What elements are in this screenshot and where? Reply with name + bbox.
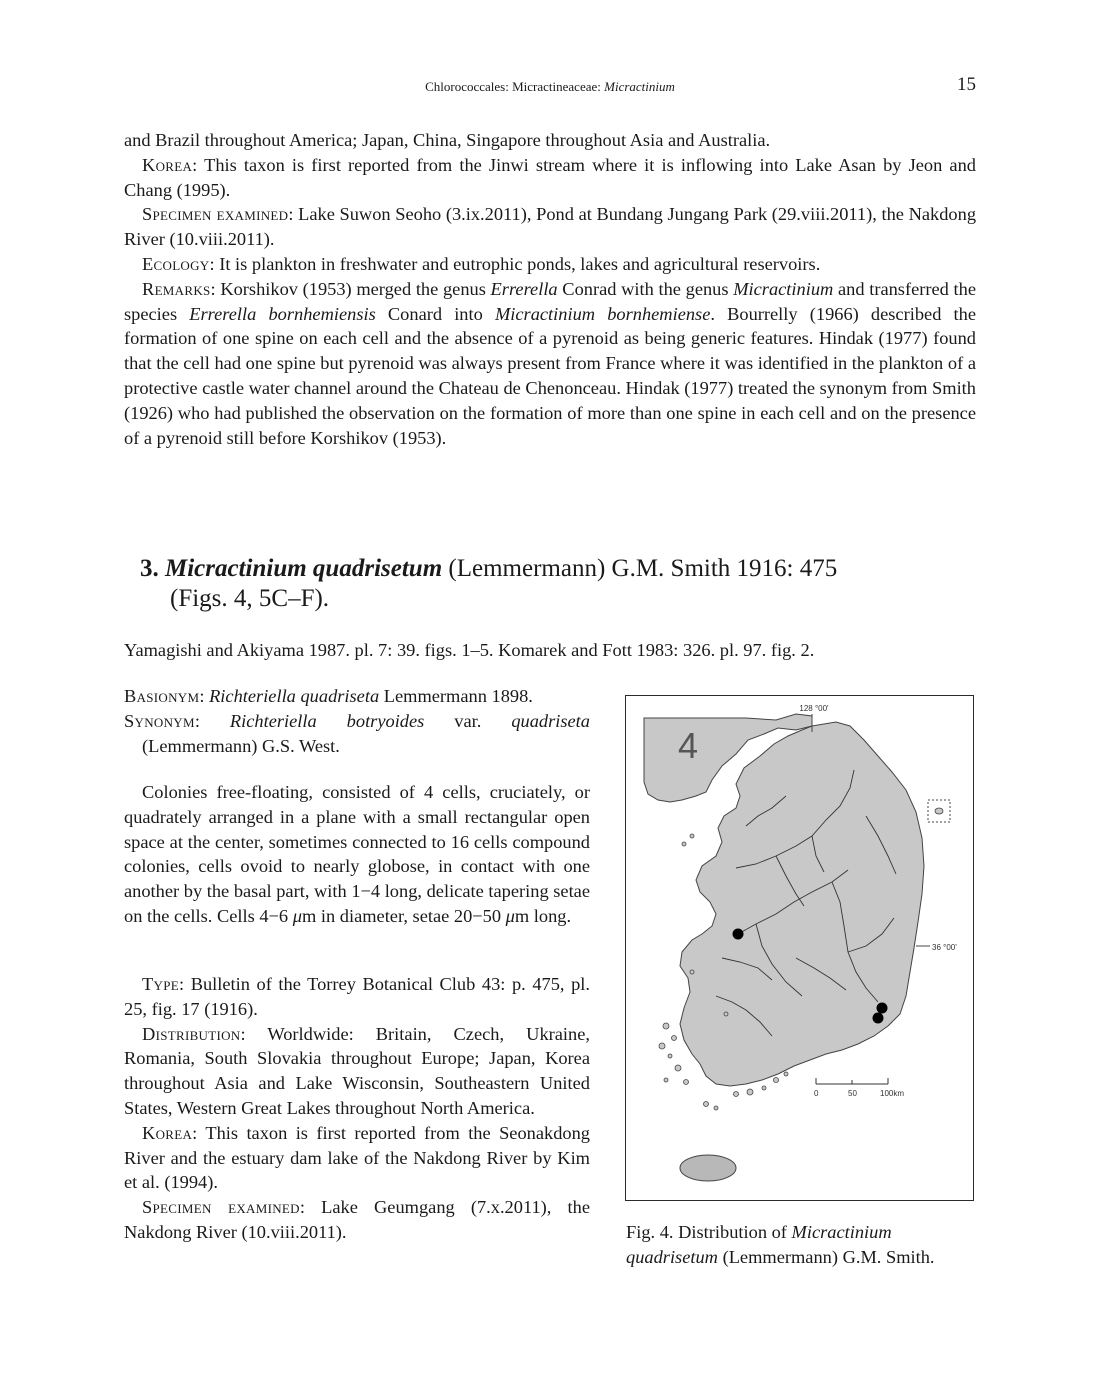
scale-label-100: 100km <box>880 1089 905 1098</box>
specimen-label: Specimen examined <box>142 204 289 225</box>
occurrence-point <box>873 1013 884 1024</box>
type-paragraph <box>124 972 590 1022</box>
running-title-text: Chlorococcales: Micractineaceae: <box>425 79 605 94</box>
map-jeju-island <box>680 1155 736 1181</box>
mu-symbol: μ <box>505 905 515 926</box>
specimen-text: : Lake Geumgang (7.x.2011), the Nakdong River (10.viii.2011). <box>124 1197 590 1242</box>
species-heading <box>140 554 900 614</box>
occurrence-point <box>733 929 744 940</box>
running-title-genus: Micractinium <box>604 79 675 94</box>
type-label: Type <box>142 974 179 994</box>
distribution-text: : Worldwide: Britain, Czech, Ukraine, Romania, South Slovakia throughout Europe; Japan, Korea throughout Asia and Lake Wisconsin, Southeastern United States, Western Great Lakes throughout North America. <box>124 1023 590 1118</box>
map-panel-number: 4 <box>678 725 699 766</box>
map-ulleung-island <box>935 808 943 814</box>
basionym-label: Basionym <box>124 686 200 706</box>
remarks-text: and transferred the species <box>124 278 976 324</box>
basionym-authority: Lemmermann 1898. <box>379 686 533 706</box>
korea-label: Korea <box>142 154 193 175</box>
description-block <box>124 780 590 929</box>
korea-paragraph <box>124 153 976 203</box>
nomenclature-block <box>124 684 590 758</box>
scale-label-50: 50 <box>848 1089 857 1098</box>
previous-species-text <box>124 128 976 450</box>
specimen-paragraph <box>124 202 976 252</box>
synonym-sep: : <box>194 710 230 731</box>
remarks-species-micractinium: Micractinium bornhemiense <box>494 303 711 324</box>
distribution-map-figure <box>625 695 974 1201</box>
synonym-line <box>124 709 590 759</box>
remarks-text: : Korshikov (1953) merged the genus <box>210 278 491 299</box>
remarks-text: Conard into <box>375 303 495 324</box>
type-text: : Bulletin of the Torrey Botanical Club 43: p. 475, pl. 25, fig. 17 (1916). <box>124 974 590 1019</box>
synonym-epithet: quadriseta <box>511 710 590 731</box>
korea-label: Korea <box>142 1122 193 1143</box>
remarks-label: Remarks <box>142 278 211 299</box>
korea-map <box>626 696 975 1202</box>
remarks-text: Conrad with the genus <box>557 278 734 299</box>
occurrence-point <box>877 1003 888 1014</box>
type-distribution-block <box>124 972 590 1245</box>
caption-authority: (Lemmermann) G.M. Smith. <box>717 1246 935 1267</box>
remarks-species-errerella: Errerella bornhemiensis <box>189 303 376 324</box>
basionym-sep: : <box>199 686 210 706</box>
species-authority: (Lemmermann) G.M. Smith 1916: 475 <box>442 555 838 582</box>
figure-caption <box>626 1220 976 1270</box>
description-paragraph <box>124 780 590 929</box>
running-header <box>124 76 976 98</box>
specimen-paragraph <box>124 1195 590 1245</box>
synonym-name: Richteriella botryoides <box>229 710 425 731</box>
ecology-paragraph <box>124 252 976 277</box>
remarks-paragraph <box>124 277 976 451</box>
distribution-paragraph <box>124 1022 590 1121</box>
species-name: Micractinium quadrisetum <box>165 555 443 582</box>
specimen-text: : Lake Suwon Seoho (3.ix.2011), Pond at Bundang Jungang Park (29.viii.2011), the Nakdong River (10.viii.2011). <box>124 204 977 250</box>
distribution-continuation: and Brazil throughout America; Japan, China, Singapore throughout Asia and Australia. <box>124 130 771 150</box>
map-scale-bar <box>816 1078 888 1084</box>
korea-text: : This taxon is first reported from the Jinwi stream where it is inflowing into Lake Asan by Jeon and Chang (1995). <box>124 154 976 200</box>
basionym-name: Richteriella quadriseta <box>209 686 380 706</box>
remarks-genus-errerella: Errerella <box>490 278 558 299</box>
synonym-var: var. <box>424 710 512 731</box>
map-land-south <box>680 722 924 1086</box>
ecology-label: Ecology <box>142 253 210 274</box>
page-number: 15 <box>957 74 976 95</box>
mu-symbol: μ <box>292 905 302 926</box>
literature-references: Yamagishi and Akiyama 1987. pl. 7: 39. figs. 1–5. Komarek and Fott 1983: 326. pl. 97. fig. 2. <box>124 640 815 660</box>
caption-text: Fig. 4. Distribution of <box>626 1222 792 1242</box>
korea-text: : This taxon is first reported from the Seonakdong River and the estuary dam lake of the Nakdong River by Kim et al. (1994). <box>124 1122 590 1193</box>
specimen-label: Specimen examined <box>142 1197 300 1218</box>
species-number: 3. <box>140 555 159 582</box>
remarks-text: . Bourrelly (1966) described the formation of one spine on each cell and the absence of a pyrenoid as being generic features. Hindak (1977) found that the cell had one spine but pyrenoid was always present from France where it was identified in the plankton of a protective castle water channel around the Chateau de Chenonceau. Hindak (1977) treated the synonym from Smith (1926) who had published the observation on the formation of more than one spine in each cell and on the presence of a pyrenoid still before Korshikov (1953). <box>124 303 976 448</box>
korea-paragraph <box>124 1121 590 1195</box>
running-title <box>124 79 976 95</box>
species-figure-refs: (Figs. 4, 5C–F). <box>170 585 330 612</box>
caption-species: Micractinium quadrisetum <box>626 1222 892 1267</box>
synonym-label: Synonym <box>124 710 195 731</box>
basionym-line <box>124 684 590 709</box>
map-longitude-label: 128 °00' <box>799 704 829 713</box>
synonym-authority: (Lemmermann) G.S. West. <box>142 735 340 756</box>
description-text: Colonies free-floating, consisted of 4 cells, cruciately, or quadrately arranged in a plane with a small rectangular open space at the center, sometimes connected to 16 cells compound colonies, cells ovoid to nearly globose, in contact with one another by the basal part, with 1−4 long, delicate tapering setae on the cells. Cells 4−6 <box>124 782 590 926</box>
map-latitude-label: 36 °00' <box>932 943 957 952</box>
distribution-label: Distribution <box>142 1023 241 1044</box>
ecology-text: : It is plankton in freshwater and eutrophic ponds, lakes and agricultural reservoirs. <box>209 253 821 274</box>
scale-label-0: 0 <box>814 1089 819 1098</box>
description-text: m in diameter, setae 20−50 <box>301 905 506 926</box>
description-text: m long. <box>514 905 572 926</box>
remarks-genus-micractinium: Micractinium <box>733 278 834 299</box>
